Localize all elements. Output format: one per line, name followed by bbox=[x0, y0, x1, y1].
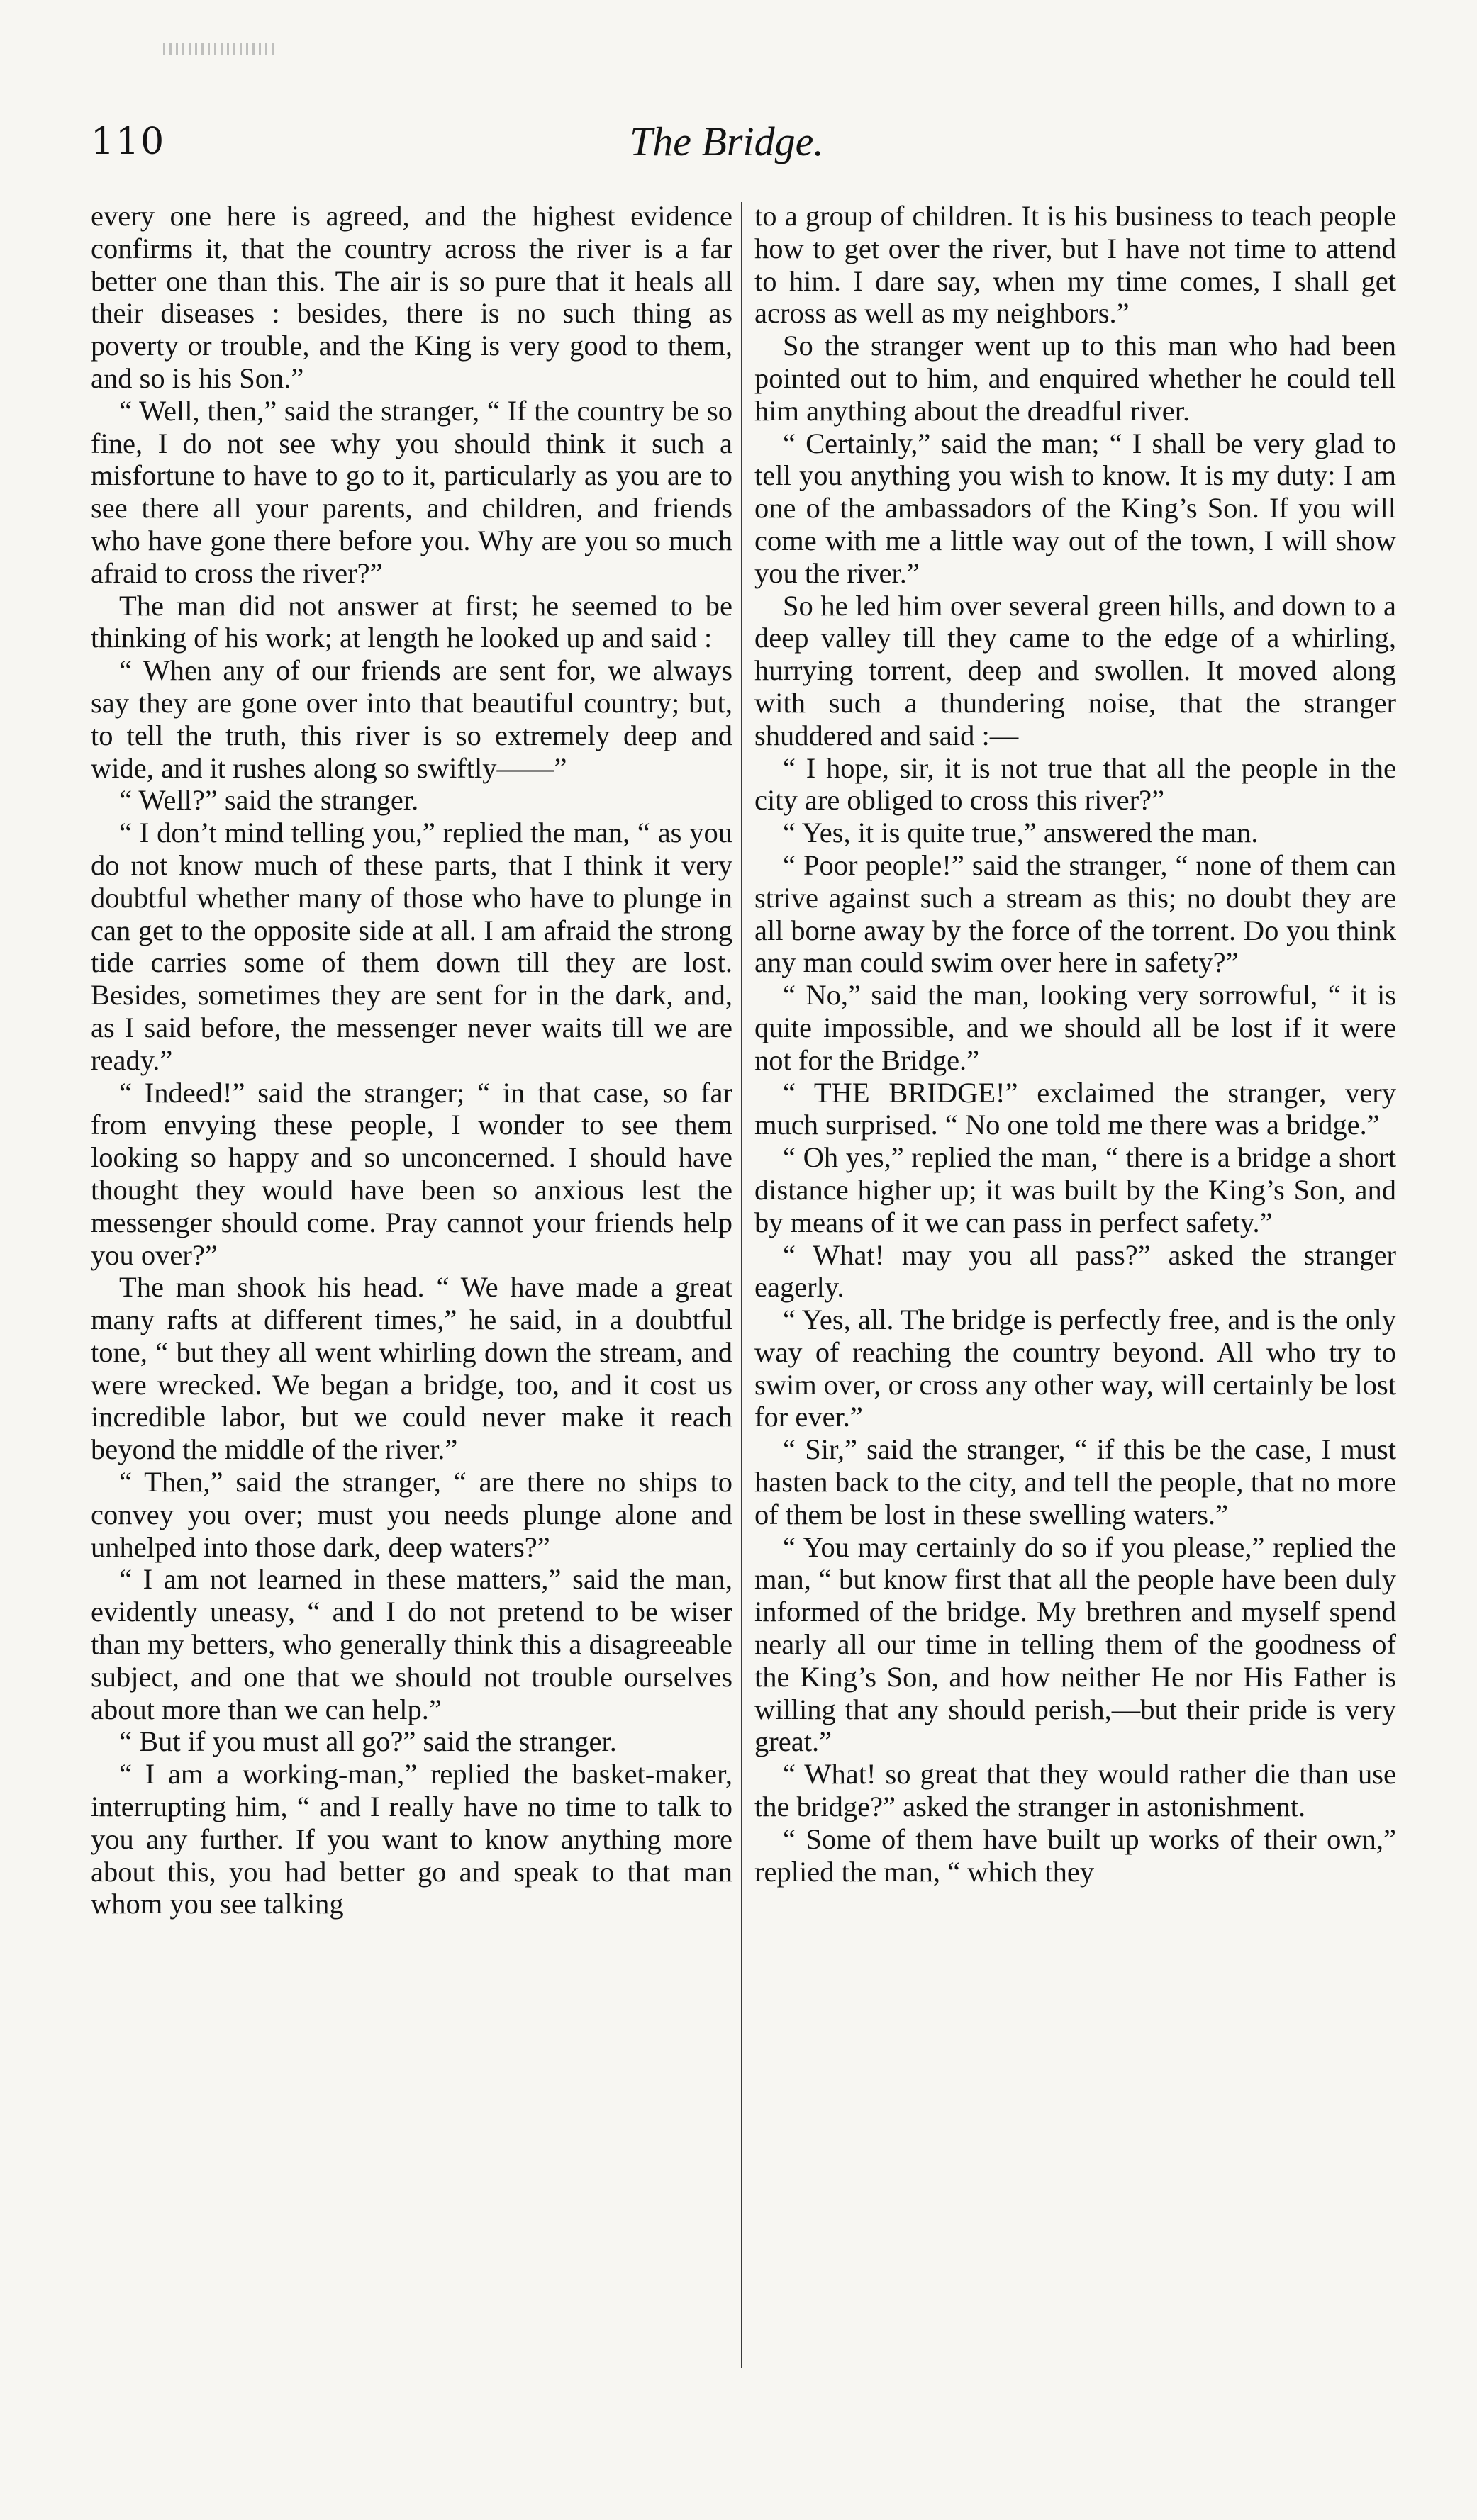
paragraph: “ Some of them have built up works of their own,” replied the man, “ which they bbox=[754, 1822, 1396, 1888]
paragraph: “ Then,” said the stranger, “ are there no ships to convey you over; must you needs plunge alone and unhelped into those dark, deep waters?” bbox=[91, 1466, 732, 1563]
paragraph: “ I hope, sir, it is not true that all the people in the city are obliged to cross this river?” bbox=[754, 751, 1396, 817]
running-title: The Bridge. bbox=[630, 118, 824, 164]
column-divider bbox=[741, 202, 742, 2368]
paragraph: “ I am not learned in these matters,” said the man, evidently uneasy, “ and I do not pretend to be wiser than my betters, who generally think this a disagreeable subject, and one that we should not trouble ourselves about more than we can help.” bbox=[91, 1563, 732, 1725]
paragraph: “ Poor people!” said the stranger, “ none of them can strive against such a stream as this; no doubt they are all borne away by the force of the torrent. Do you think any man could swim over here in safety?” bbox=[754, 849, 1396, 979]
paragraph: “ I am a working-man,” replied the basket-maker, interrupting him, “ and I really have no time to talk to you any further. If you want to know anything more about this, you had better go and speak to that man whom you see talking bbox=[91, 1758, 732, 1920]
paragraph: “ No,” said the man, looking very sorrowful, “ it is quite impossible, and we should all be lost if it were not for the Bridge.” bbox=[754, 979, 1396, 1076]
paragraph: “ What! may you all pass?” asked the stranger eagerly. bbox=[754, 1238, 1396, 1304]
ink-smudge bbox=[163, 43, 277, 55]
paragraph: The man shook his head. “ We have made a great many rafts at different times,” he said, in a doubtful tone, “ but they all went whirling down the stream, and were wrecked. We began a bridge, too, and it cost us incredible labor, but we could never make it reach beyond the middle of the river.” bbox=[91, 1271, 732, 1466]
paragraph: “ What! so great that they would rather die than use the bridge?” asked the stranger in astonishment. bbox=[754, 1758, 1396, 1823]
paragraph: “ Indeed!” said the stranger; “ in that case, so far from envying these people, I wonder to see them looking so happy and so unconcerned. I should have thought they would have been so anxious lest the messenger should come. Pray cannot your friends help you over?” bbox=[91, 1076, 732, 1271]
paragraph: “ When any of our friends are sent for, we always say they are gone over into that beautiful country; but, to tell the truth, this river is so extremely deep and wide, and it rushes along so swiftly——” bbox=[91, 654, 732, 784]
paragraph: “ Oh yes,” replied the man, “ there is a bridge a short distance higher up; it was built by the King’s Son, and by means of it we can pass in perfect safety.” bbox=[754, 1141, 1396, 1238]
paragraph: The man did not answer at first; he seemed to be thinking of his work; at length he looked up and said : bbox=[91, 589, 732, 654]
left-column bbox=[91, 200, 732, 2383]
paragraph: “ But if you must all go?” said the stranger. bbox=[119, 1725, 617, 1758]
paragraph: “ Well?” said the stranger. bbox=[119, 784, 419, 817]
paragraph: “ Yes, it is quite true,” answered the man. bbox=[783, 817, 1259, 849]
paragraph: “ Sir,” said the stranger, “ if this be the case, I must hasten back to the city, and tell the people, that no more of them be lost in these swelling waters.” bbox=[754, 1433, 1396, 1530]
paragraph: So the stranger went up to this man who had been pointed out to him, and enquired whether he could tell him anything about the dreadful river. bbox=[754, 330, 1396, 427]
paragraph: So he led him over several green hills, and down to a deep valley till they came to the edge of a whirling, hurrying torrent, deep and swollen. It moved along with such a thundering noise, that the stranger shuddered and said :— bbox=[754, 589, 1396, 751]
paragraph: “ I don’t mind telling you,” replied the man, “ as you do not know much of these parts, that I think it very doubtful whether many of those who have to plunge in can get to the opposite side at all. I am afraid the strong tide carries some of them down till they are lost. Besides, sometimes they are sent for in the dark, and, as I said before, the messenger never waits till we are ready.” bbox=[91, 817, 732, 1076]
right-column bbox=[754, 200, 1396, 2383]
paragraph: every one here is agreed, and the highest evidence confirms it, that the country across the river is a far better one than this. The air is so pure that it heals all their diseases : besides, there is no such thing as poverty or trouble, and the King is very good to them, and so is his Son.” bbox=[91, 200, 732, 394]
paragraph: “ Certainly,” said the man; “ I shall be very glad to tell you anything you wish to know. It is my duty: I am one of the ambassadors of the King’s Son. If you will come with me a little way out of the town, I will show you the river.” bbox=[754, 427, 1396, 589]
paragraph: “ THE BRIDGE!” exclaimed the stranger, very much surprised. “ No one told me there was a bridge.” bbox=[754, 1076, 1396, 1141]
page-header bbox=[91, 118, 1403, 177]
paragraph: “ You may certainly do so if you please,” replied the man, “ but know first that all the people have been duly informed of the bridge. My brethren and myself spend nearly all our time in telling them of the goodness of the King’s Son, and how neither He nor His Father is willing that any should perish,—but their pride is very great.” bbox=[754, 1530, 1396, 1758]
paragraph: “ Yes, all. The bridge is perfectly free, and is the only way of reaching the country beyond. All who try to swim over, or cross any other way, will certainly be lost for ever.” bbox=[754, 1304, 1396, 1433]
page-number: 110 bbox=[91, 121, 166, 163]
paragraph: “ Well, then,” said the stranger, “ If the country be so fine, I do not see why you should think it such a misfortune to have to go to it, particularly as you are to see there all your parents, and children, and friends who have gone there before you. Why are you so much afraid to cross the river?” bbox=[91, 394, 732, 589]
paragraph: to a group of children. It is his business to teach people how to get over the river, but I have not time to attend to him. I dare say, when my time comes, I shall get across as well as my neighbors.” bbox=[754, 200, 1396, 330]
